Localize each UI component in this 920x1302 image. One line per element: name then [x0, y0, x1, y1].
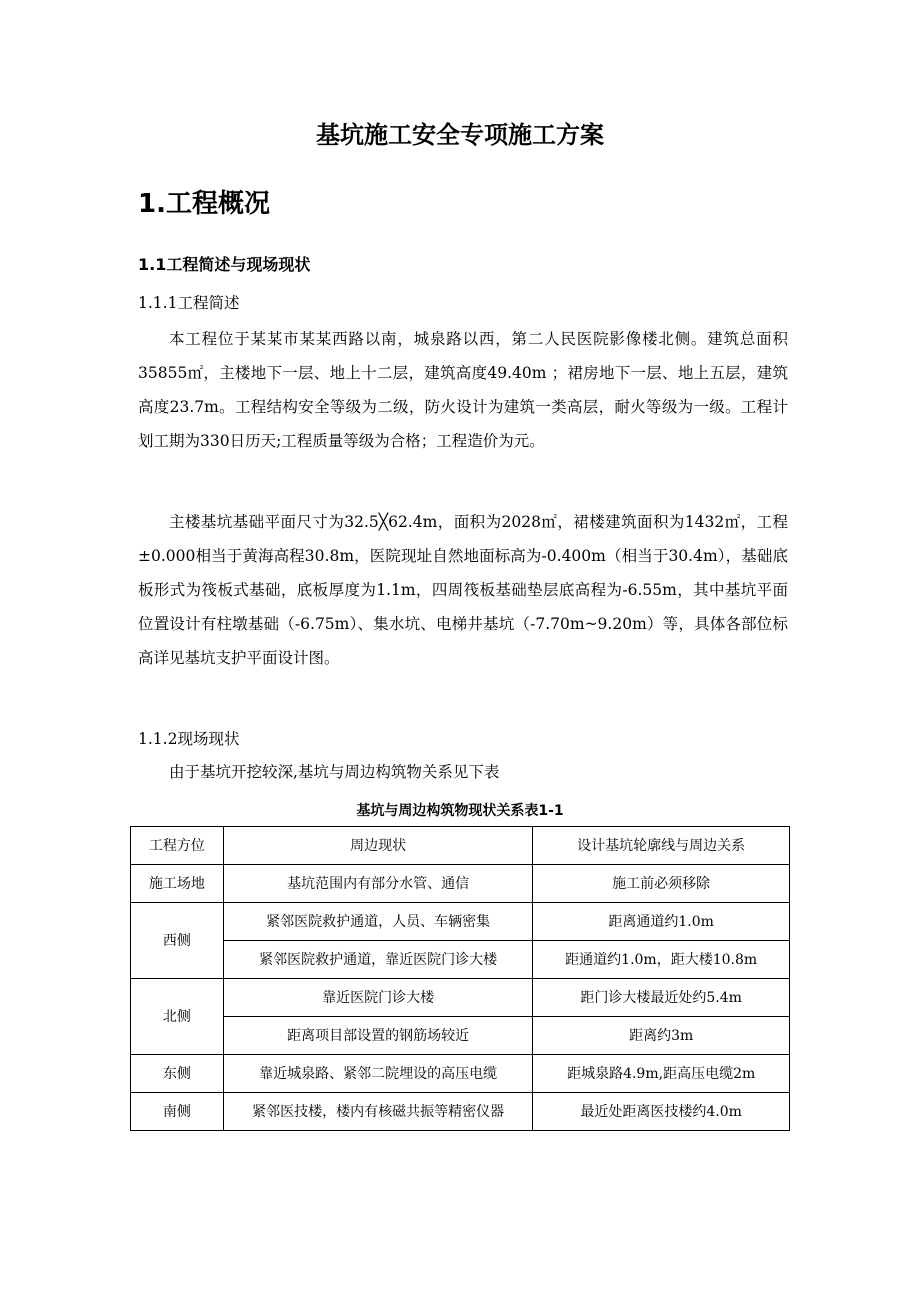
paragraph-project-overview: 本工程位于某某市某某西路以南，城泉路以西，第二人民医院影像楼北侧。建筑总面积35855㎡，主楼地下一层、地上十二层，建筑高度49.40m ；裙房地下一层、地上五层，建筑高度23.7m。工程结构安全等级为二级，防火设计为建筑一类高层，耐火等级为一级。工程计划工期为330日历天;工程质量等级为合格；工程造价为元。 [138, 330, 788, 450]
header-cell-status: 周边现状 [223, 827, 532, 865]
section-heading-1-1: 1.1工程简述与现场现状 [138, 255, 311, 274]
cell-relation: 距城泉路4.9m,距高压电缆2m [533, 1055, 790, 1093]
cell-direction: 北侧 [131, 979, 224, 1055]
table-header-row [131, 827, 790, 865]
cell-status: 基坑范围内有部分水管、通信 [223, 865, 532, 903]
cell-relation: 距门诊大楼最近处约5.4m [533, 979, 790, 1017]
table-row [131, 1055, 790, 1093]
table-row [131, 941, 790, 979]
cell-direction: 南侧 [131, 1093, 224, 1131]
cell-relation: 最近处距离医技楼约4.0m [533, 1093, 790, 1131]
paragraph-foundation-details: 主楼基坑基础平面尺寸为32.5╳62.4m，面积为2028㎡，裙楼建筑面积为1432㎡，工程±0.000相当于黄海高程30.8m，医院现址自然地面标高为-0.400m（相当于30.4m），基础底板形式为筏板式基础，底板厚度为1.1m，四周筏板基础垫层底高程为-6.55m，其中基坑平面位置设计有柱墩基础（-6.75m）、集水坑、电梯井基坑（-7.70m~9.20m）等，具体各部位标高详见基坑支护平面设计图。 [138, 513, 788, 667]
section-heading-1-1-2: 1.1.2现场现状 [138, 730, 240, 748]
cell-status: 紧邻医技楼，楼内有核磁共振等精密仪器 [223, 1093, 532, 1131]
table-caption: 基坑与周边构筑物现状关系表1-1 [356, 803, 564, 819]
table-row [131, 1093, 790, 1131]
cell-status: 距离项目部设置的钢筋场较近 [223, 1017, 532, 1055]
paragraph-site-intro: 由于基坑开挖较深,基坑与周边构筑物关系见下表 [169, 763, 500, 781]
section-heading-1-1-1: 1.1.1工程简述 [138, 294, 240, 312]
cell-direction: 西侧 [131, 903, 224, 979]
cell-relation: 距通道约1.0m，距大楼10.8m [533, 941, 790, 979]
header-cell-direction: 工程方位 [131, 827, 224, 865]
cell-direction: 施工场地 [131, 865, 224, 903]
section-heading-1: 1.工程概况 [138, 189, 270, 219]
cell-relation: 施工前必须移除 [533, 865, 790, 903]
table-row [131, 865, 790, 903]
table-row [131, 1017, 790, 1055]
cell-status: 靠近医院门诊大楼 [223, 979, 532, 1017]
header-cell-relation: 设计基坑轮廓线与周边关系 [533, 827, 790, 865]
table-row [131, 979, 790, 1017]
cell-direction: 东侧 [131, 1055, 224, 1093]
cell-status: 靠近城泉路、紧邻二院埋设的高压电缆 [223, 1055, 532, 1093]
surroundings-table [130, 826, 790, 1131]
table-row [131, 903, 790, 941]
cell-status: 紧邻医院救护通道，靠近医院门诊大楼 [223, 941, 532, 979]
cell-status: 紧邻医院救护通道，人员、车辆密集 [223, 903, 532, 941]
document-title: 基坑施工安全专项施工方案 [316, 121, 604, 149]
cell-relation: 距离约3m [533, 1017, 790, 1055]
cell-relation: 距离通道约1.0m [533, 903, 790, 941]
